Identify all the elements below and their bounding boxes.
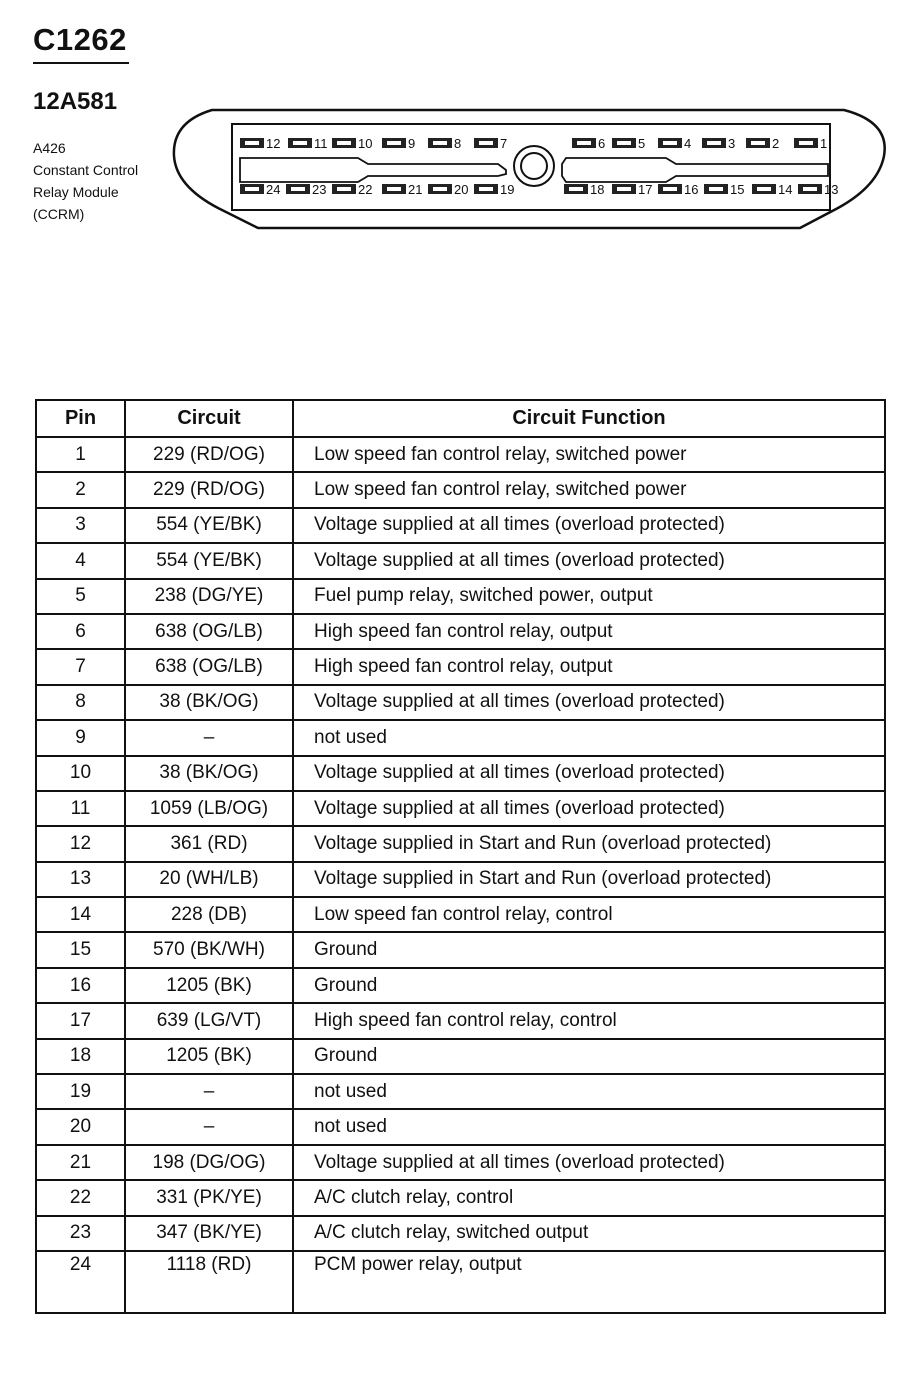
function-cell: Voltage supplied at all times (overload protected) — [293, 685, 885, 720]
pin-cavity-slot — [617, 187, 631, 191]
pin-cell: 3 — [36, 508, 125, 543]
module-label-line: A426 — [33, 140, 66, 156]
circuit-cell: 238 (DG/YE) — [125, 579, 293, 614]
pin-number-label: 1 — [820, 136, 828, 151]
pin-cavity-slot — [663, 141, 677, 145]
pin-cavity-slot — [803, 187, 817, 191]
pin-cell: 1 — [36, 437, 125, 472]
table-header-row — [36, 400, 885, 437]
table-row — [36, 649, 885, 684]
table-row — [36, 720, 885, 755]
function-cell: Voltage supplied at all times (overload protected) — [293, 791, 885, 826]
circuit-cell: 554 (YE/BK) — [125, 508, 293, 543]
circuit-cell: 20 (WH/LB) — [125, 862, 293, 897]
circuit-cell: 229 (RD/OG) — [125, 437, 293, 472]
pin-cell: 17 — [36, 1003, 125, 1038]
function-cell: Ground — [293, 968, 885, 1003]
pin-cavity-slot — [617, 141, 631, 145]
pin-cavity-slot — [709, 187, 723, 191]
pin-cell: 16 — [36, 968, 125, 1003]
pin-number-label: 19 — [500, 182, 515, 197]
pin-cavity-slot — [291, 187, 305, 191]
pin-cavity-slot — [433, 141, 447, 145]
table-row — [36, 1039, 885, 1074]
pin-cell: 21 — [36, 1145, 125, 1180]
pin-number-label: 23 — [312, 182, 327, 197]
header-circuit: Circuit — [125, 400, 293, 437]
pin-cavity-slot — [245, 187, 259, 191]
pin-number-label: 17 — [638, 182, 653, 197]
circuit-cell: 361 (RD) — [125, 826, 293, 861]
circuit-cell: – — [125, 720, 293, 755]
circuit-cell: 638 (OG/LB) — [125, 614, 293, 649]
pin-cavity-slot — [387, 141, 401, 145]
function-cell: PCM power relay, output — [293, 1251, 885, 1313]
pin-number-label: 18 — [590, 182, 605, 197]
pin-number-label: 10 — [358, 136, 373, 151]
function-cell: Low speed fan control relay, switched power — [293, 437, 885, 472]
module-label-line: Relay Module — [33, 184, 119, 200]
pin-number-label: 24 — [266, 182, 281, 197]
pin-cavity-slot — [433, 187, 447, 191]
pin-number-label: 5 — [638, 136, 646, 151]
part-number: 12A581 — [33, 88, 118, 115]
table-row — [36, 1074, 885, 1109]
table-row — [36, 1003, 885, 1038]
pin-cavity-slot — [337, 141, 351, 145]
pin-number-label: 11 — [314, 136, 328, 151]
pin-cavity-slot — [245, 141, 259, 145]
module-label-line: Constant Control — [33, 162, 139, 178]
pin-cavity-slot — [569, 187, 583, 191]
circuit-cell: – — [125, 1074, 293, 1109]
pin-number-label: 15 — [730, 182, 745, 197]
pin-cell: 6 — [36, 614, 125, 649]
circuit-cell: 198 (DG/OG) — [125, 1145, 293, 1180]
function-cell: High speed fan control relay, output — [293, 649, 885, 684]
pin-cavity-slot — [293, 141, 307, 145]
pin-number-label: 9 — [408, 136, 416, 151]
pin-cell: 20 — [36, 1109, 125, 1144]
pin-cell: 11 — [36, 791, 125, 826]
circuit-cell: 331 (PK/YE) — [125, 1180, 293, 1215]
circuit-cell: 38 (BK/OG) — [125, 685, 293, 720]
table-row — [36, 862, 885, 897]
table-row — [36, 791, 885, 826]
function-cell: not used — [293, 1074, 885, 1109]
table-row — [36, 579, 885, 614]
module-label-line: (CCRM) — [33, 206, 85, 222]
function-cell: Voltage supplied at all times (overload protected) — [293, 543, 885, 578]
pin-cell: 13 — [36, 862, 125, 897]
pin-cell: 2 — [36, 472, 125, 507]
pin-cell: 15 — [36, 932, 125, 967]
circuit-cell: 347 (BK/YE) — [125, 1216, 293, 1251]
pin-number-label: 16 — [684, 182, 699, 197]
function-cell: Voltage supplied at all times (overload protected) — [293, 756, 885, 791]
function-cell: Voltage supplied in Start and Run (overload protected) — [293, 826, 885, 861]
pin-cell: 19 — [36, 1074, 125, 1109]
pin-number-label: 22 — [358, 182, 373, 197]
header-pin: Pin — [36, 400, 125, 437]
table-row — [36, 1145, 885, 1180]
pin-cell: 14 — [36, 897, 125, 932]
circuit-cell: 1205 (BK) — [125, 1039, 293, 1074]
function-cell: Voltage supplied in Start and Run (overload protected) — [293, 862, 885, 897]
pin-cavity-slot — [707, 141, 721, 145]
circuit-cell: 228 (DB) — [125, 897, 293, 932]
function-cell: Low speed fan control relay, control — [293, 897, 885, 932]
table-row — [36, 685, 885, 720]
pin-cell: 9 — [36, 720, 125, 755]
circuit-cell: 638 (OG/LB) — [125, 649, 293, 684]
pin-cell: 7 — [36, 649, 125, 684]
function-cell: Low speed fan control relay, switched power — [293, 472, 885, 507]
pin-table — [35, 399, 886, 1314]
function-cell: A/C clutch relay, control — [293, 1180, 885, 1215]
header-circuit-function: Circuit Function — [293, 400, 885, 437]
pin-number-label: 2 — [772, 136, 780, 151]
pin-number-label: 3 — [728, 136, 736, 151]
pin-cavity-slot — [479, 141, 493, 145]
table-row — [36, 968, 885, 1003]
table-row — [36, 932, 885, 967]
table-row — [36, 1216, 885, 1251]
function-cell: Fuel pump relay, switched power, output — [293, 579, 885, 614]
table-row — [36, 897, 885, 932]
pin-cell: 12 — [36, 826, 125, 861]
pin-number-label: 8 — [454, 136, 462, 151]
circuit-cell: 639 (LG/VT) — [125, 1003, 293, 1038]
circuit-cell: 554 (YE/BK) — [125, 543, 293, 578]
function-cell: Voltage supplied at all times (overload protected) — [293, 1145, 885, 1180]
pin-cavity-slot — [337, 187, 351, 191]
table-row — [36, 614, 885, 649]
pin-cavity-slot — [799, 141, 813, 145]
pin-number-label: 12 — [266, 136, 281, 151]
circuit-cell: 229 (RD/OG) — [125, 472, 293, 507]
pin-number-label: 6 — [598, 136, 606, 151]
pin-cell: 8 — [36, 685, 125, 720]
circuit-cell: 38 (BK/OG) — [125, 756, 293, 791]
function-cell: not used — [293, 720, 885, 755]
title-underline — [33, 62, 129, 64]
pin-cavity-slot — [751, 141, 765, 145]
pin-cell: 22 — [36, 1180, 125, 1215]
function-cell: High speed fan control relay, output — [293, 614, 885, 649]
table-row — [36, 472, 885, 507]
connector-face-diagram — [172, 104, 890, 230]
circuit-cell: 1205 (BK) — [125, 968, 293, 1003]
function-cell: A/C clutch relay, switched output — [293, 1216, 885, 1251]
table-row — [36, 756, 885, 791]
circuit-cell: 1059 (LB/OG) — [125, 791, 293, 826]
pin-number-label: 14 — [778, 182, 793, 197]
pin-cavity-slot — [387, 187, 401, 191]
function-cell: not used — [293, 1109, 885, 1144]
module-label — [33, 137, 138, 225]
function-cell: Ground — [293, 1039, 885, 1074]
table-row — [36, 508, 885, 543]
pin-cell: 24 — [36, 1251, 125, 1313]
table-row — [36, 826, 885, 861]
function-cell: Ground — [293, 932, 885, 967]
function-cell: Voltage supplied at all times (overload protected) — [293, 508, 885, 543]
pin-cavity-slot — [577, 141, 591, 145]
pin-cell: 18 — [36, 1039, 125, 1074]
pin-number-label: 4 — [684, 136, 692, 151]
table-row — [36, 1251, 885, 1313]
table-row — [36, 543, 885, 578]
pin-cell: 5 — [36, 579, 125, 614]
circuit-cell: 1118 (RD) — [125, 1251, 293, 1313]
pin-cavity-slot — [479, 187, 493, 191]
table-row — [36, 1109, 885, 1144]
pin-number-label: 21 — [408, 182, 423, 197]
pin-number-label: 13 — [824, 182, 839, 197]
function-cell: High speed fan control relay, control — [293, 1003, 885, 1038]
connector-id-title: C1262 — [33, 22, 127, 57]
pin-number-label: 7 — [500, 136, 508, 151]
right-latch-slot — [562, 158, 828, 182]
pin-cell: 4 — [36, 543, 125, 578]
circuit-cell: 570 (BK/WH) — [125, 932, 293, 967]
left-latch-slot — [240, 158, 506, 182]
pin-cell: 10 — [36, 756, 125, 791]
table-row — [36, 1180, 885, 1215]
pin-number-label: 20 — [454, 182, 469, 197]
table-row — [36, 437, 885, 472]
circuit-cell: – — [125, 1109, 293, 1144]
pin-cavity-slot — [663, 187, 677, 191]
pin-cell: 23 — [36, 1216, 125, 1251]
pin-cavity-slot — [757, 187, 771, 191]
